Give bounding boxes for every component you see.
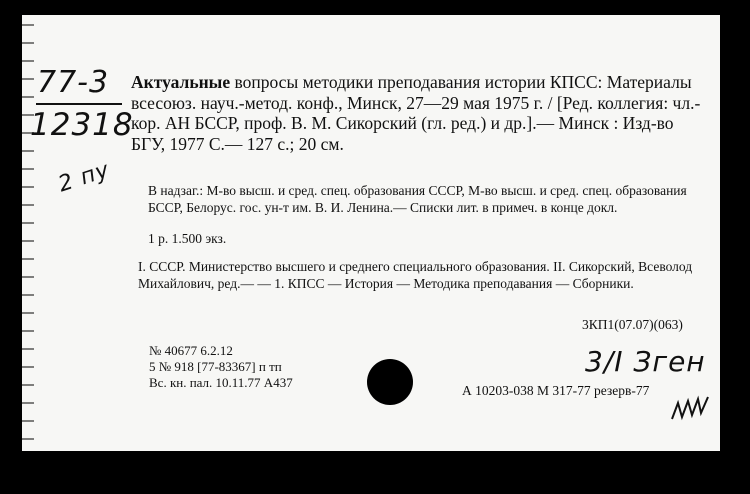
handwritten-initials: 2 пу [55,157,113,198]
call-number-top: 77-3 [37,65,110,100]
entry-price: 1 р. 1.500 экз. [148,231,227,246]
index-line: А 10203-038 М 317-77 резерв-77 [462,383,650,398]
punch-hole [367,359,413,405]
call-number-divider [36,103,122,105]
call-number-bottom: 12318 [30,107,134,143]
classification-code: 3КП1(07.07)(063) [582,317,683,332]
entry-title-rest: вопросы методики преподавания истории КПСС: Материалы всесоюз. науч.-метод. конф., Минск, 27—29 мая 1975 г. / [Ред. коллегия: чл.-кор. АН БССР, проф. В. М. Сикорский (гл. ред.) и др.].— Минск : Изд-во БГУ, 1977 С.— 127 с.; 20 см. [131,72,701,154]
production-info [149,343,293,391]
production-line-1: № 40677 6.2.12 [149,343,233,358]
entry-tracing: I. СССР. Министерство высшего и среднего специального образования. II. Сикорский, Всеволод Михайлович, ред.— — 1. КПСС — История — Методика преподавания — Сборники. [138,259,693,291]
production-line-2: 5 № 918 [77-83367] п тп [149,359,282,374]
pen-scribble-mark [670,393,720,423]
bibliographic-entry [131,72,711,154]
entry-title-lead: Актуальные [131,72,231,92]
entry-notes: В надзаг.: М-во высш. и сред. спец. образования СССР, М-во высш. и сред. спец. образования БССР, Белорус. гос. ун-т им. В. И. Ленина.— Списки лит. в примеч. в конце докл. [148,183,687,215]
catalog-card [22,15,720,451]
card-edge-perforation [22,15,34,451]
handwritten-signature: 3/I Зген [585,345,706,378]
production-line-3: Вс. кн. пал. 10.11.77 А437 [149,375,293,390]
